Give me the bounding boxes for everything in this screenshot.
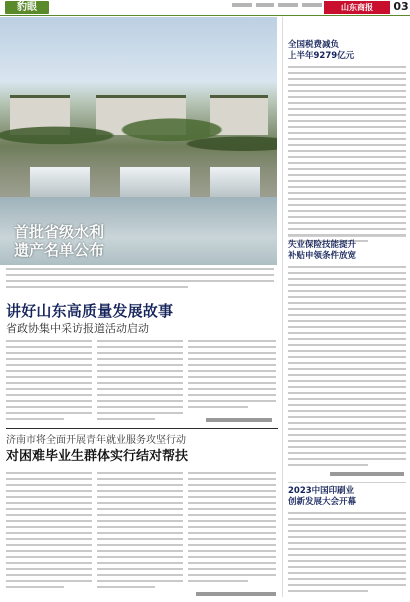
bottom-body-col-3: [188, 472, 276, 586]
page-number: 03: [393, 0, 409, 13]
side-story-3-body: [288, 512, 406, 596]
bottom-byline: [196, 592, 276, 596]
main-byline: [206, 418, 272, 422]
main-subhead: 省政协集中采访报道活动启动: [6, 322, 149, 335]
side-story-1-headline: [288, 40, 354, 62]
section-tab: 山东商报: [324, 1, 390, 14]
side-story-3-headline-line-1: 2023中国印刷业: [288, 486, 355, 496]
bottom-headline: 对困难毕业生群体实行结对帮扶: [6, 449, 189, 464]
side-story-3-headline-line-2: 创新发展大会开幕: [288, 497, 357, 507]
side-story-1-body: [288, 66, 406, 246]
side-story-1-headline-line-2: 上半年9279亿元: [288, 51, 355, 61]
lead-photo: [0, 17, 277, 265]
photo-headline-line-2: 遗产名单公布: [14, 241, 105, 259]
side-story-2-headline-line-1: 失业保险技能提升: [288, 240, 357, 250]
photo-headline-line-1: 首批省级水利: [14, 223, 105, 241]
story-divider: [6, 428, 278, 429]
side-story-2-body: [288, 266, 406, 470]
side-story-2-headline: [288, 240, 356, 262]
main-body-col-1: [6, 340, 92, 424]
side-story-2-byline: [330, 472, 404, 476]
side-story-2-headline-line-2: 补贴申领条件放宽: [288, 251, 357, 261]
masthead-meta: [232, 3, 322, 9]
masthead: [0, 0, 410, 14]
newspaper-logo: 豹眼: [5, 1, 49, 14]
side-story-1-headline-line-1: 全国税费减负: [288, 40, 340, 50]
bottom-kicker: 济南市将全面开展青年就业服务攻坚行动: [6, 435, 186, 446]
side-divider-1: [288, 236, 406, 237]
main-headline: 讲好山东高质量发展故事: [6, 302, 174, 320]
main-body-col-3: [188, 340, 276, 412]
side-divider-2: [288, 482, 406, 483]
bottom-body-col-1: [6, 472, 92, 592]
column-divider: [282, 17, 283, 597]
photo-headline: [14, 223, 104, 259]
masthead-rule: [0, 15, 410, 16]
side-story-3-headline: [288, 486, 356, 508]
main-body-col-2: [97, 340, 183, 424]
photo-caption: [6, 268, 274, 296]
bottom-body-col-2: [97, 472, 183, 592]
